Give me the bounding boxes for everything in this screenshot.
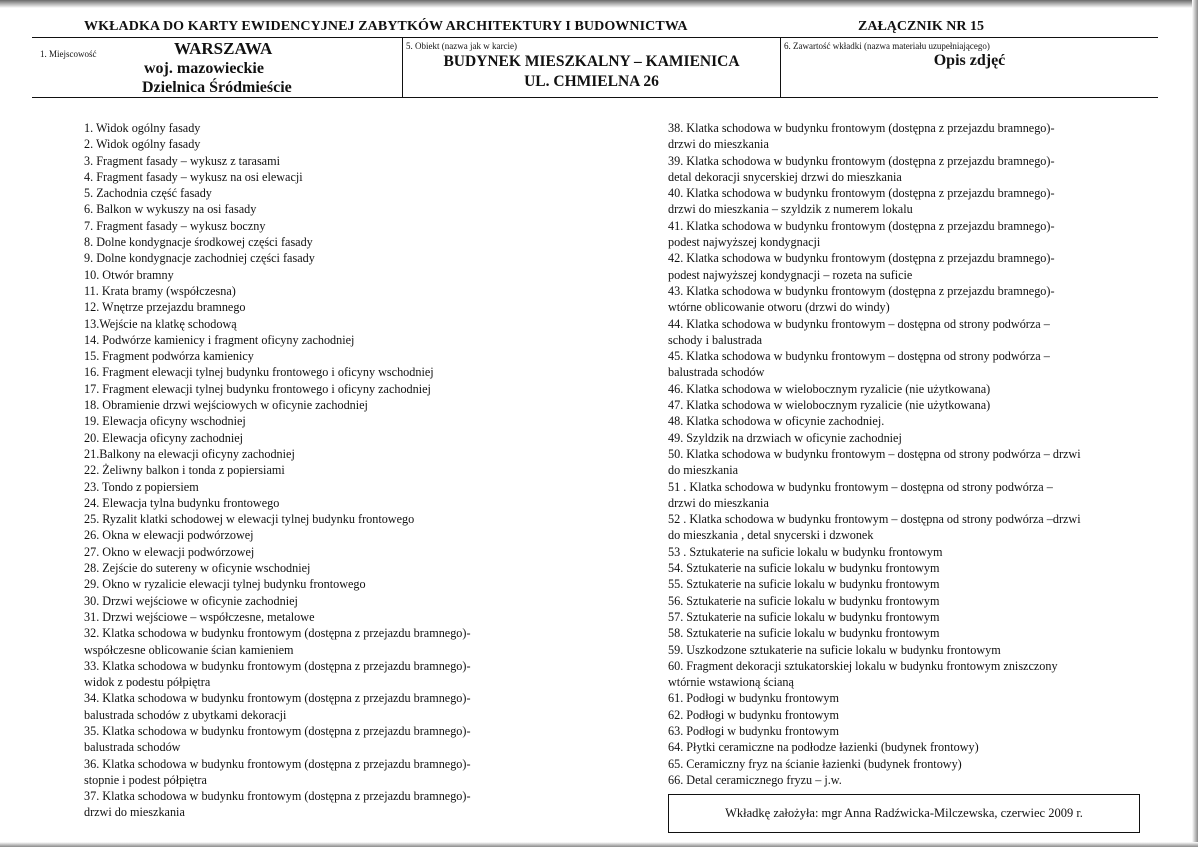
list-item: 61. Podłogi w budynku frontowym (668, 691, 839, 706)
list-item: wtórne oblicowanie otworu (drzwi do windy) (668, 300, 890, 315)
list-item: 66. Detal ceramicznego fryzu – j.w. (668, 772, 842, 787)
list-item: podest najwyższej kondygnacji (668, 235, 821, 250)
location-label: 1. Miejscowość (40, 49, 97, 59)
list-item: 11. Krata bramy (współczesna) (84, 283, 236, 298)
list-item: 34. Klatka schodowa w budynku frontowym (dostępna z przejazdu bramnego)- (84, 691, 471, 706)
list-item: 52 . Klatka schodowa w budynku frontowym – dostępna od strony podwórza –drzwi (668, 512, 1081, 527)
list-item: 22. Żeliwny balkon i tonda z popiersiami (84, 463, 285, 478)
list-item: stopnie i podest półpiętra (84, 772, 207, 787)
scan-edge-right (1192, 0, 1198, 847)
author-note-box (668, 794, 1140, 833)
object-name: BUDYNEK MIESZKALNY – KAMIENICA (443, 53, 740, 70)
object-label: 5. Obiekt (nazwa jak w karcie) (406, 41, 517, 51)
object-address: UL. CHMIELNA 26 (524, 73, 659, 90)
list-item: 63. Podłogi w budynku frontowym (668, 723, 839, 738)
scan-edge-top (0, 0, 1198, 8)
list-item: 12. Wnętrze przejazdu bramnego (84, 300, 246, 315)
list-item: 21.Balkony na elewacji oficyny zachodniej (84, 446, 295, 461)
list-item: drzwi do mieszkania (668, 495, 769, 510)
list-item: drzwi do mieszkania (84, 805, 185, 820)
list-item: 49. Szyldzik na drzwiach w oficynie zachodniej (668, 430, 902, 445)
list-item: 17. Fragment elewacji tylnej budynku frontowego i oficyny zachodniej (84, 381, 431, 396)
list-item: 6. Balkon w wykuszy na osi fasady (84, 202, 257, 217)
list-item: podest najwyższej kondygnacji – rozeta na suficie (668, 267, 913, 282)
list-item: 14. Podwórze kamienicy i fragment oficyny zachodniej (84, 332, 355, 347)
list-item: 48. Klatka schodowa w oficynie zachodniej. (668, 414, 885, 429)
list-item: 20. Elewacja oficyny zachodniej (84, 430, 244, 445)
list-item: 41. Klatka schodowa w budynku frontowym (dostępna z przejazdu bramnego)- (668, 218, 1055, 233)
location-cell (32, 38, 402, 97)
list-item: 23. Tondo z popiersiem (84, 479, 199, 494)
list-item: 4. Fragment fasady – wykusz na osi elewacji (84, 169, 303, 184)
content-cell (780, 38, 1158, 97)
scan-edge-bottom (0, 842, 1198, 847)
list-item: 30. Drzwi wejściowe w oficynie zachodniej (84, 593, 298, 608)
list-item: balustrada schodów (668, 365, 765, 380)
list-item: 18. Obramienie drzwi wejściowych w oficynie zachodniej (84, 398, 368, 413)
region-name: woj. mazowieckie (144, 60, 264, 77)
list-item: 3. Fragment fasady – wykusz z tarasami (84, 153, 280, 168)
list-item: 8. Dolne kondygnacje środkowej części fasady (84, 235, 313, 250)
list-item: 15. Fragment podwórza kamienicy (84, 349, 254, 364)
list-item: 1. Widok ogólny fasady (84, 121, 201, 135)
list-item: 7. Fragment fasady – wykusz boczny (84, 218, 266, 233)
list-item: 51 . Klatka schodowa w budynku frontowym – dostępna od strony podwórza – (668, 479, 1053, 494)
list-item: 19. Elewacja oficyny wschodniej (84, 414, 246, 429)
list-item: widok z podestu półpiętra (84, 675, 211, 690)
list-item: 58. Sztukaterie na suficie lokalu w budynku frontowym (668, 626, 940, 641)
list-item: do mieszkania (668, 463, 739, 478)
list-item: 10. Otwór bramny (84, 267, 174, 282)
list-item: 55. Sztukaterie na suficie lokalu w budynku frontowym (668, 577, 940, 592)
list-item: współczesne oblicowanie ścian kamieniem (84, 642, 294, 657)
list-item: drzwi do mieszkania (668, 137, 769, 152)
list-item: 59. Uszkodzone sztukaterie na suficie lokalu w budynku frontowym (668, 642, 1001, 657)
list-item: 16. Fragment elewacji tylnej budynku frontowego i oficyny wschodniej (84, 365, 434, 380)
list-item: 38. Klatka schodowa w budynku frontowym (dostępna z przejazdu bramnego)- (668, 121, 1055, 135)
list-item: 47. Klatka schodowa w wielobocznym ryzalicie (nie użytkowana) (668, 398, 991, 413)
list-item: 26. Okna w elewacji podwórzowej (84, 528, 254, 543)
list-item: 45. Klatka schodowa w budynku frontowym – dostępna od strony podwórza – (668, 349, 1050, 364)
list-item: 62. Podłogi w budynku frontowym (668, 707, 839, 722)
list-item: detal dekoracji snycerskiej drzwi do mieszkania (668, 169, 902, 184)
list-item: 57. Sztukaterie na suficie lokalu w budynku frontowym (668, 609, 940, 624)
list-item: 5. Zachodnia część fasady (84, 186, 212, 201)
city-name: WARSZAWA (174, 39, 273, 58)
list-item: 44. Klatka schodowa w budynku frontowym – dostępna od strony podwórza – (668, 316, 1050, 331)
author-note: Wkładkę założyła: mgr Anna Radźwicka-Milczewska, czerwiec 2009 r. (725, 806, 1083, 820)
list-item: balustrada schodów z ubytkami dekoracji (84, 707, 287, 722)
list-item: 13.Wejście na klatkę schodową (84, 316, 237, 331)
list-item: wtórnie wstawioną ścianą (668, 675, 794, 690)
list-item: 43. Klatka schodowa w budynku frontowym (dostępna z przejazdu bramnego)- (668, 283, 1055, 298)
list-item: 64. Płytki ceramiczne na podłodze łazienki (budynek frontowy) (668, 740, 979, 755)
list-item: 60. Fragment dekoracji sztukatorskiej lokalu w budynku frontowym zniszczony (668, 658, 1058, 673)
list-item: 28. Zejście do sutereny w oficynie wschodniej (84, 561, 311, 576)
photo-list-right (668, 120, 1158, 788)
list-item: 9. Dolne kondygnacje zachodniej części fasady (84, 251, 315, 266)
list-item: 32. Klatka schodowa w budynku frontowym (dostępna z przejazdu bramnego)- (84, 626, 471, 641)
list-item: 40. Klatka schodowa w budynku frontowym (dostępna z przejazdu bramnego)- (668, 186, 1055, 201)
list-item: 33. Klatka schodowa w budynku frontowym (dostępna z przejazdu bramnego)- (84, 658, 471, 673)
list-item: 46. Klatka schodowa w wielobocznym ryzalicie (nie użytkowana) (668, 381, 991, 396)
list-item: 25. Ryzalit klatki schodowej w elewacji tylnej budynku frontowego (84, 512, 415, 527)
list-item: balustrada schodów (84, 740, 181, 755)
list-item: 36. Klatka schodowa w budynku frontowym (dostępna z przejazdu bramnego)- (84, 756, 471, 771)
list-item: 54. Sztukaterie na suficie lokalu w budynku frontowym (668, 561, 940, 576)
object-cell (402, 38, 780, 97)
list-item: 24. Elewacja tylna budynku frontowego (84, 495, 280, 510)
list-item: 29. Okno w ryzalicie elewacji tylnej budynku frontowego (84, 577, 366, 592)
list-item: drzwi do mieszkania – szyldzik z numerem lokalu (668, 202, 913, 217)
list-item: schody i balustrada (668, 332, 763, 347)
list-item: 42. Klatka schodowa w budynku frontowym (dostępna z przejazdu bramnego)- (668, 251, 1055, 266)
list-item: 35. Klatka schodowa w budynku frontowym (dostępna z przejazdu bramnego)- (84, 723, 471, 738)
photo-list-left (84, 120, 554, 821)
list-item: 65. Ceramiczny fryz na ścianie łazienki (budynek frontowy) (668, 756, 962, 771)
list-item: 56. Sztukaterie na suficie lokalu w budynku frontowym (668, 593, 940, 608)
list-item: 27. Okno w elewacji podwórzowej (84, 544, 255, 559)
header-table (32, 37, 1158, 98)
document-title: WKŁADKA DO KARTY EWIDENCYJNEJ ZABYTKÓW ARCHITEKTURY I BUDOWNICTWA (84, 19, 688, 34)
list-item: do mieszkania , detal snycerski i dzwonek (668, 528, 874, 543)
list-item: 39. Klatka schodowa w budynku frontowym (dostępna z przejazdu bramnego)- (668, 153, 1055, 168)
list-item: 53 . Sztukaterie na suficie lokalu w budynku frontowym (668, 544, 943, 559)
district-name: Dzielnica Śródmieście (142, 79, 292, 96)
list-item: 37. Klatka schodowa w budynku frontowym (dostępna z przejazdu bramnego)- (84, 789, 471, 804)
annex-number: ZAŁĄCZNIK NR 15 (858, 19, 985, 34)
content-description: Opis zdjęć (933, 52, 1006, 69)
content-label: 6. Zawartość wkładki (nazwa materiału uzupełniającego) (784, 41, 990, 51)
list-item: 50. Klatka schodowa w budynku frontowym – dostępna od strony podwórza – drzwi (668, 446, 1081, 461)
list-item: 2. Widok ogólny fasady (84, 137, 201, 152)
list-item: 31. Drzwi wejściowe – współczesne, metalowe (84, 609, 315, 624)
